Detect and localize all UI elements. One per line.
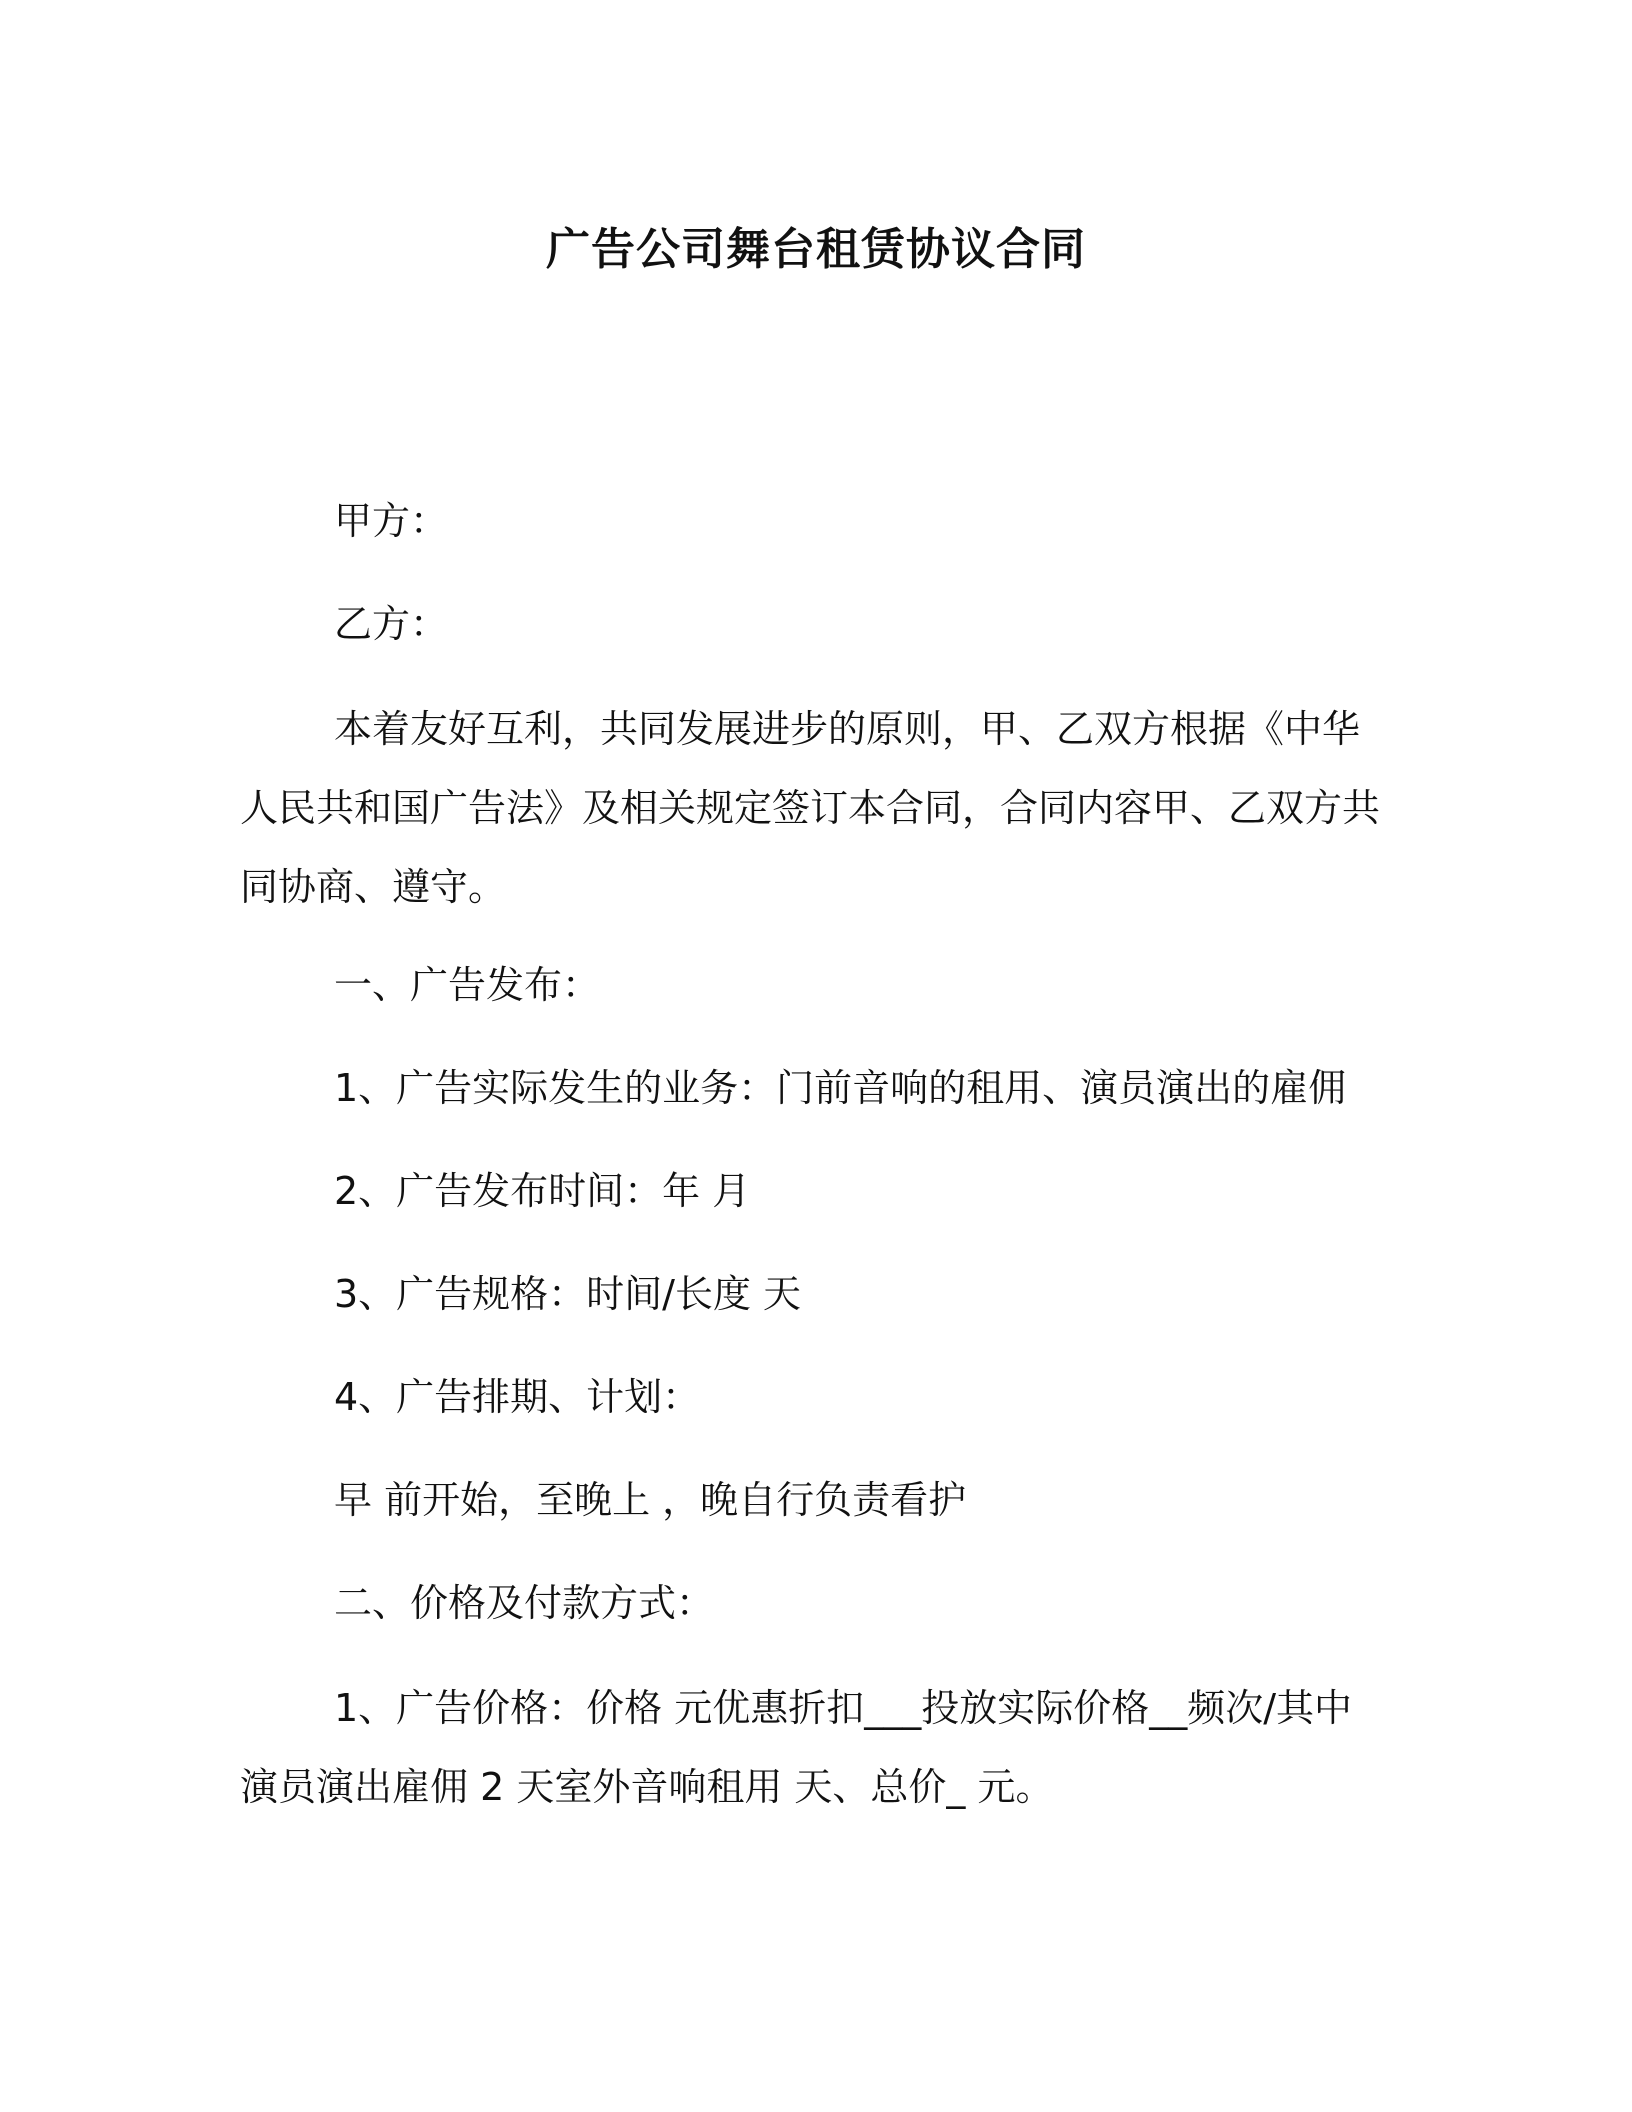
section-1-item-2: 2、广告发布时间：年 月: [334, 1169, 751, 1213]
section-2-item-1: 1、广告价格：价格 元优惠折扣___投放实际价格__频次/其中演员演出雇佣 2 天室外音响租用 天、总价_ 元。: [240, 1686, 1353, 1809]
document-title: 广告公司舞台租赁协议合同: [546, 224, 1086, 275]
intro-paragraph: 本着友好互利，共同发展进步的原则，甲、乙双方根据《中华人民共和国广告法》及相关规定签订本合同，合同内容甲、乙双方共同协商、遵守。: [240, 707, 1381, 909]
section-1-heading: 一、广告发布：: [334, 963, 601, 1007]
section-1-item-1: 1、广告实际发生的业务：门前音响的租用、演员演出的雇佣: [334, 1066, 1347, 1110]
party-a-label: 甲方：: [334, 499, 449, 543]
section-2-heading: 二、价格及付款方式：: [334, 1581, 715, 1625]
party-b-label: 乙方：: [334, 602, 449, 646]
section-1-item-4: 4、广告排期、计划：: [334, 1375, 701, 1419]
section-1-item-3: 3、广告规格：时间/长度 天: [334, 1272, 802, 1316]
schedule-line: 早 前开始，至晚上 ，晚自行负责看护: [334, 1478, 967, 1522]
